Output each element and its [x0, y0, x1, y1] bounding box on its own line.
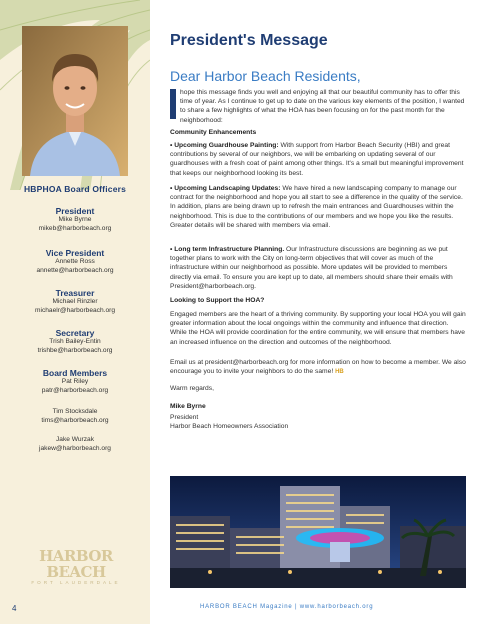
email-paragraph [170, 358, 466, 377]
bullet-lead: • Long term Infrastructure Planning. [170, 246, 285, 253]
bullet-text: Our Infrastructure discussions are beginning as we put together plans to work with the City on long-term objectives that will cover as much of the infrastructure within our neighborhood as possible. More updates will be provided to members directly via email. To ensure you are kept up to date, all members should share their emails with President@harborbeach.org. [170, 246, 453, 290]
bullet-landscaping-updates [170, 184, 466, 230]
officer-email[interactable]: michaelr@harborbeach.org [35, 306, 115, 314]
page-number: 4 [12, 604, 17, 613]
officer-board-member [0, 368, 150, 395]
bullet-infrastructure-planning [170, 245, 466, 291]
officer-name: Jake Wurzak [56, 436, 94, 443]
salutation: Dear Harbor Beach Residents, [170, 68, 361, 84]
bullet-text: With support from Harbor Beach Security (HBI) and great contributions by several of our neighbors, we will be embarking on updating several of our guardhouses with a fresh coat of paint among other things. It's a small but meaningful improvement that keeps our neighborhood looking its best. [170, 142, 464, 177]
section-heading: Community Enhancements [170, 129, 257, 136]
officer-role: Vice President [45, 248, 105, 258]
officer-treasurer [0, 288, 150, 315]
officer-role: Secretary [55, 328, 95, 338]
bullet-guardhouse-painting [170, 141, 466, 178]
section-heading: Looking to Support the HOA? [170, 297, 265, 304]
bullet-text: We have hired a new landscaping company to manage our contract for the neighborhood and hope you all start to see a difference in the quality of the service. In addition, plans are being drawn up to refresh the main entrances and Guardhouses within the neighborhood. This is due to the contributions of our members and we hope you like the results. Greater details will be shared with members via email. [170, 185, 463, 229]
officer-role: President [55, 206, 95, 216]
support-paragraph: Engaged members are the heart of a thriving community. By supporting your local HOA you will gain greater information about the local ongoings within the community and influence that direction. While the HOA will provide coordination for the entire community, we will ensure that members have an increased influence on the direction and outcomes of the neighborhood. [170, 311, 466, 346]
officer-email[interactable]: trishbe@harborbeach.org [37, 346, 113, 354]
sidebar [0, 0, 150, 624]
hb-end-mark: HB [335, 369, 344, 376]
officer-name: Tim Stocksdale [52, 408, 98, 415]
board-officers-title: HBPHOA Board Officers [23, 184, 127, 194]
drop-cap-i [170, 89, 176, 119]
officer-name: Pat Riley [61, 378, 89, 385]
signature-title: President [170, 414, 199, 421]
officer-vice-president [0, 248, 150, 275]
officer-email[interactable]: mikeb@harborbeach.org [38, 224, 112, 232]
officer-email[interactable]: patr@harborbeach.org [41, 386, 109, 394]
officer-email[interactable]: jakew@harborbeach.org [39, 444, 111, 452]
logo-subtext: FORT LAUDERDALE [31, 580, 121, 585]
officer-email[interactable]: tims@harborbeach.org [41, 416, 109, 424]
bullet-lead: • Upcoming Landscaping Updates: [170, 185, 281, 192]
harbor-beach-logo [24, 548, 128, 585]
officer-name: Trish Bailey-Entin [49, 338, 101, 345]
officer-name: Annette Ross [55, 258, 95, 265]
email-text: Email us at president@harborbeach.org for more information on how to become a member. We also encourage you to invite your neighbors to do the same! [170, 359, 466, 376]
bullet-lead: • Upcoming Guardhouse Painting: [170, 142, 279, 149]
page-title: President's Message [170, 32, 328, 49]
logo-text: HARBOR BEACH [39, 547, 113, 581]
officer-secretary [0, 328, 150, 355]
signature-org: Harbor Beach Homeowners Association [170, 423, 289, 430]
officer-email[interactable]: annette@harborbeach.org [36, 266, 114, 274]
president-photo [22, 26, 128, 176]
signature-name: Mike Byrne [170, 403, 206, 410]
officer-name: Mike Byrne [58, 216, 92, 223]
officer-role: Board Members [42, 368, 108, 378]
closing: Warm regards, [170, 385, 214, 392]
officer-board-member [0, 408, 150, 425]
intro-paragraph [170, 88, 466, 125]
officer-president [0, 206, 150, 233]
intro-text: hope this message finds you well and enjoying all that our beautiful community has to offer this time of year. As I continue to get up to date on the various key elements of the position, I wanted to share a few highlights of what the HOA has been focusing on for the past month for the neighborhood: [180, 89, 465, 124]
officer-board-member [0, 436, 150, 453]
officer-name: Michael Rinzler [52, 298, 98, 305]
footer-publication[interactable]: HARBOR BEACH Magazine | www.harborbeach.org [200, 604, 374, 610]
resort-night-photo [170, 476, 466, 588]
officer-role: Treasurer [55, 288, 95, 298]
